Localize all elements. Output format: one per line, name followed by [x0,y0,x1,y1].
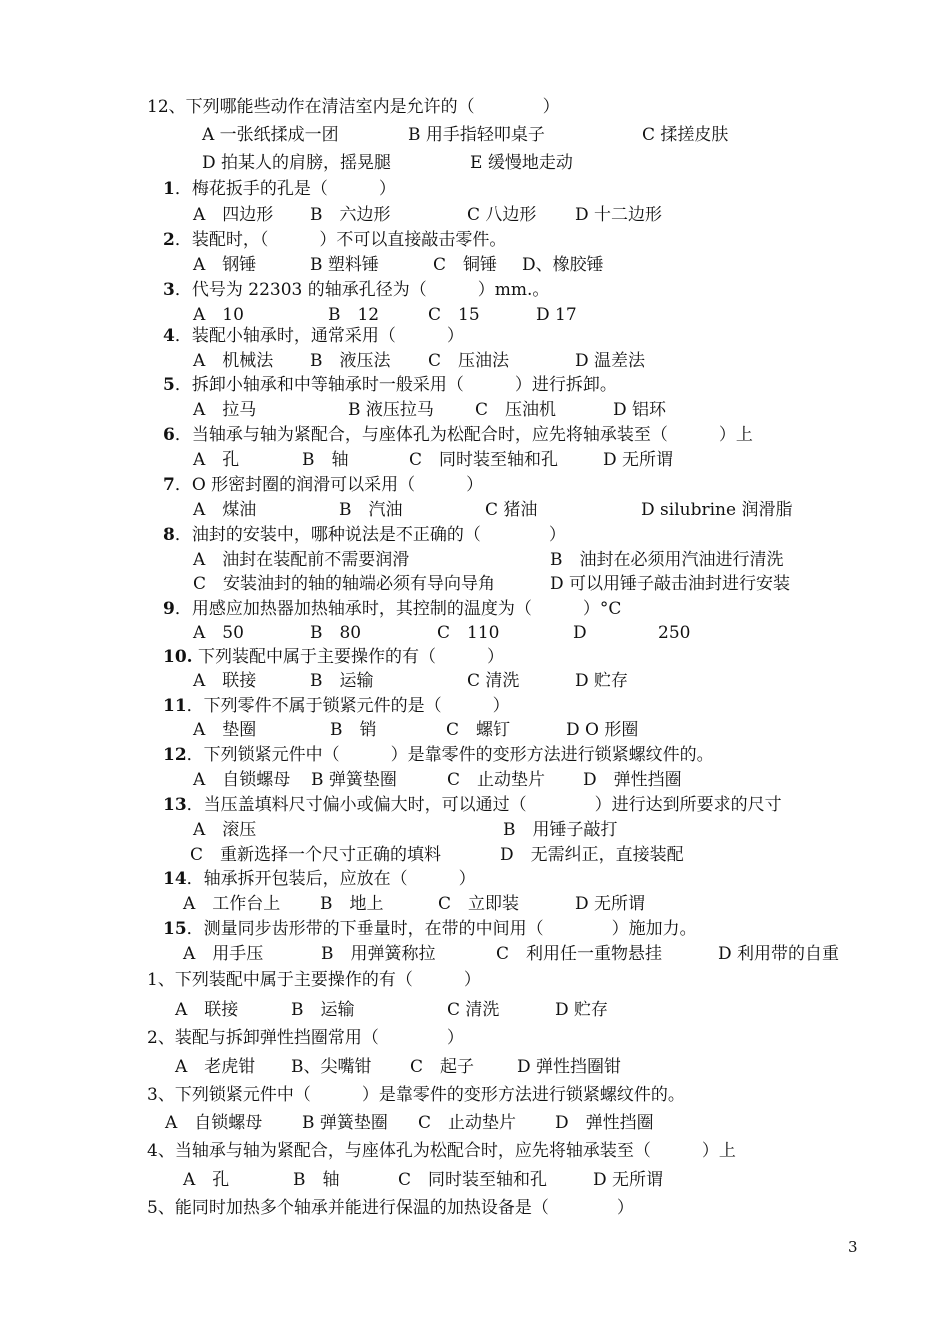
answer-option: C 八边形 [467,205,537,225]
question-number: 11 [163,696,187,716]
answer-option: A 工作台上 [183,894,281,914]
question-body: 12、下列哪能些动作在清洁室内是允许的（ ） [147,97,560,117]
answer-option: C 110 [437,623,500,643]
question-body: ．轴承拆开包装后，应放在（ ） [186,869,476,889]
question-text [163,474,483,496]
answer-option: D 利用带的自重 [718,944,840,964]
answer-option: A 机械法 [193,351,274,371]
answer-option: B、尖嘴钳 [291,1057,372,1077]
question-text [163,744,714,766]
question-number: 3 [163,280,175,300]
answer-option: B 液压法 [310,351,391,371]
question-number: 12 [163,745,187,765]
answer-option: C 压油法 [428,351,510,371]
answer-option: C 安装油封的轴的轴端必须有导向导角 [193,574,496,594]
page-number: 3 [848,1238,858,1256]
answer-option: A 四边形 [193,205,274,225]
answer-option: A 老虎钳 [175,1057,256,1077]
answer-option: C 压油机 [475,400,557,420]
answer-option: C 利用任一重物悬挂 [496,944,663,964]
answer-option: A 拉马 [193,400,257,420]
question-body: ．用感应加热器加热轴承时，其控制的温度为（ ）°C [174,599,622,619]
answer-option: B 弹簧垫圈 [311,770,397,790]
question-number: 5 [163,375,175,395]
answer-option: C 螺钉 [446,720,511,740]
question-number: 9 [163,599,175,619]
question-number: 2 [163,230,175,250]
question-body: ．下列零件不属于锁紧元件的是（ ） [186,696,510,716]
answer-option: D 贮存 [555,1000,609,1020]
answer-option: D 17 [536,305,577,325]
question-body: ．装配时，（ ）不可以直接敲击零件。 [174,230,507,250]
question-body: ．O 形密封圈的润滑可以采用（ ） [174,475,484,495]
answer-option: D 贮存 [575,671,629,691]
question-body: 3、下列锁紧元件中（ ）是靠零件的变形方法进行锁紧螺纹件的。 [147,1085,685,1105]
answer-option: A 孔 [193,450,240,470]
answer-option: C 重新选择一个尺寸正确的填料 [190,845,442,865]
question-text [163,279,549,301]
answer-option: D 可以用锤子敲击油封进行安装 [550,574,791,594]
answer-option: D 无所谓 [603,450,674,470]
answer-option: A 滚压 [193,820,257,840]
answer-option: D 无需纠正，直接装配 [500,845,684,865]
answer-option: B 汽油 [339,500,403,520]
answer-option: D [573,623,587,643]
question-text [163,524,566,546]
question-text [163,178,396,200]
answer-option: B 塑料锤 [310,255,379,275]
answer-option: D 弹性挡圈 [583,770,682,790]
question-text [163,918,697,940]
answer-option: C 铜锤 [433,255,498,275]
question-number: 6 [163,425,175,445]
question-body: ．代号为 22303 的轴承孔径为（ ）mm.。 [174,280,550,300]
answer-option: D 拍某人的肩膀，摇晃腿 [202,153,392,173]
question-number: 8 [163,525,175,545]
answer-option: B 轴 [293,1170,340,1190]
question-body: 下列装配中属于主要操作的有（ ） [192,647,504,667]
answer-option: C 止动垫片 [447,770,546,790]
answer-option: C 止动垫片 [418,1113,517,1133]
answer-option: B 液压拉马 [348,400,434,420]
answer-option: D 弹性挡圈钳 [517,1057,622,1077]
answer-option: C 揉搓皮肤 [642,125,729,145]
question-number: 7 [163,475,175,495]
answer-option: B 六边形 [310,205,391,225]
question-text [147,96,560,118]
answer-option: B 油封在必须用汽油进行清洗 [550,550,784,570]
question-body: ．拆卸小轴承和中等轴承时一般采用（ ）进行拆卸。 [174,375,617,395]
answer-option: D 无所谓 [575,894,646,914]
answer-option: A 孔 [183,1170,230,1190]
answer-option: A 用手压 [183,944,264,964]
answer-option: B 12 [328,305,380,325]
question-text [163,229,506,251]
question-text [147,969,481,991]
answer-option: B 轴 [302,450,349,470]
answer-option: C 同时装至轴和孔 [398,1170,548,1190]
answer-option: D 铝环 [613,400,667,420]
question-number: 1 [163,179,175,199]
question-text [147,1027,464,1049]
answer-option: D 弹性挡圈 [555,1113,654,1133]
answer-option: A 油封在装配前不需要润滑 [193,550,410,570]
answer-option: D 温差法 [575,351,646,371]
question-body: ．当压盖填料尺寸偏小或偏大时，可以通过（ ）进行达到所要求的尺寸 [186,795,782,815]
question-text [163,695,510,717]
answer-option: C 立即装 [438,894,520,914]
question-text [163,794,782,816]
answer-option: A 10 [193,305,244,325]
question-body: ．下列锁紧元件中（ ）是靠零件的变形方法进行锁紧螺纹件的。 [186,745,714,765]
question-body: ．油封的安装中，哪种说法是不正确的（ ） [174,525,566,545]
answer-option: B 80 [310,623,362,643]
answer-option: C 猪油 [485,500,538,520]
answer-option: B 运输 [291,1000,355,1020]
answer-option: B 地上 [320,894,384,914]
answer-option: A 50 [193,623,244,643]
answer-option: B 用弹簧称拉 [321,944,436,964]
answer-option: A 联接 [175,1000,239,1020]
question-body: ．测量同步齿形带的下垂量时，在带的中间用（ ）施加力。 [186,919,697,939]
answer-option: A 煤油 [193,500,257,520]
question-body: ．装配小轴承时，通常采用（ ） [174,326,464,346]
question-body: 2、装配与拆卸弹性挡圈常用（ ） [147,1028,464,1048]
question-number: 10. [163,647,193,667]
answer-option: D 无所谓 [593,1170,664,1190]
question-body: ．梅花扳手的孔是（ ） [174,179,396,199]
answer-option: A 联接 [193,671,257,691]
answer-option: B 运输 [310,671,374,691]
question-text [163,424,753,446]
answer-option: E 缓慢地走动 [470,153,573,173]
answer-option: A 自锁螺母 [193,770,291,790]
answer-option: C 清洗 [447,1000,500,1020]
answer-option: B 用锤子敲打 [503,820,618,840]
answer-option: C 同时装至轴和孔 [409,450,559,470]
question-number: 15 [163,919,187,939]
question-number: 4 [163,326,175,346]
question-text [147,1197,634,1219]
question-text [147,1140,736,1162]
question-text [163,374,617,396]
question-number: 14 [163,869,187,889]
question-text [147,1084,685,1106]
question-text [163,325,464,347]
question-text [163,646,504,668]
answer-option: C 15 [428,305,480,325]
answer-option: D silubrine 润滑脂 [641,500,793,520]
answer-option: A 垫圈 [193,720,257,740]
answer-option: D 十二边形 [575,205,663,225]
answer-option: C 起子 [410,1057,475,1077]
answer-option: 250 [658,623,691,643]
answer-option: C 清洗 [467,671,520,691]
answer-option: B 销 [330,720,377,740]
question-text [163,868,476,890]
question-body: 1、下列装配中属于主要操作的有（ ） [147,970,481,990]
answer-option: B 弹簧垫圈 [302,1113,388,1133]
answer-option: A 一张纸揉成一团 [202,125,339,145]
answer-option: B 用手指轻叩桌子 [408,125,545,145]
question-body: 4、当轴承与轴为紧配合，与座体孔为松配合时，应先将轴承装至（ ）上 [147,1141,736,1161]
answer-option: D、橡胶锤 [522,255,604,275]
question-body: ．当轴承与轴为紧配合，与座体孔为松配合时，应先将轴承装至（ ）上 [174,425,753,445]
answer-option: A 钢锤 [193,255,257,275]
question-text [163,598,621,620]
question-number: 13 [163,795,187,815]
answer-option: A 自锁螺母 [165,1113,263,1133]
question-body: 5、能同时加热多个轴承并能进行保温的加热设备是（ ） [147,1198,634,1218]
answer-option: D O 形圈 [566,720,639,740]
